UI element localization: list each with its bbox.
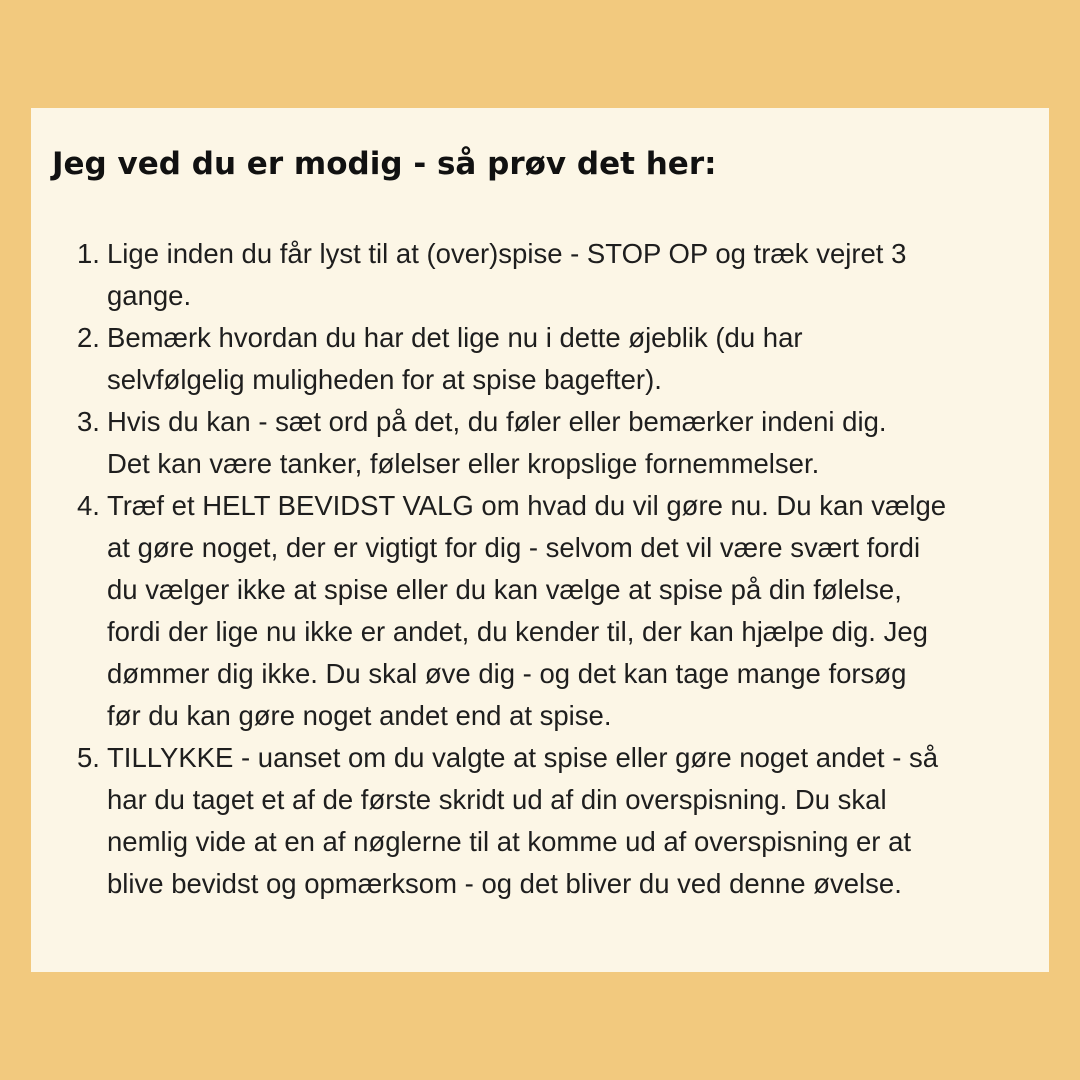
step-number: 1.: [77, 238, 100, 269]
step-text-line: Det kan være tanker, følelser eller kropslige fornemmelser.: [107, 448, 820, 479]
steps-list: [31, 233, 1027, 905]
step-text-line: fordi der lige nu ikke er andet, du kender til, der kan hjælpe dig. Jeg: [107, 616, 928, 647]
step-text-line: før du kan gøre noget andet end at spise.: [107, 700, 612, 731]
step-text-line: Bemærk hvordan du har det lige nu i dette øjeblik (du har: [107, 322, 803, 353]
step-text-line: gange.: [107, 280, 192, 311]
step-number: 3.: [77, 406, 100, 437]
step-text-line: nemlig vide at en af nøglerne til at komme ud af overspisning er at: [107, 826, 912, 857]
step-item-5: [31, 737, 1027, 905]
step-text-line: TILLYKKE - uanset om du valgte at spise eller gøre noget andet - så: [107, 742, 939, 773]
step-text-line: har du taget et af de første skridt ud af din overspisning. Du skal: [107, 784, 887, 815]
content-card: [31, 108, 1049, 972]
step-text-line: selvfølgelig muligheden for at spise bagefter).: [107, 364, 662, 395]
step-text-line: at gøre noget, der er vigtigt for dig - selvom det vil være svært fordi: [107, 532, 921, 563]
step-text-line: Hvis du kan - sæt ord på det, du føler eller bemærker indeni dig.: [107, 406, 887, 437]
step-number: 5.: [77, 742, 100, 773]
step-text-line: blive bevidst og opmærksom - og det bliver du ved denne øvelse.: [107, 868, 902, 899]
step-text-line: Lige inden du får lyst til at (over)spise - STOP OP og træk vejret 3: [107, 238, 907, 269]
step-text-line: Træf et HELT BEVIDST VALG om hvad du vil gøre nu. Du kan vælge: [107, 490, 947, 521]
step-item-2: [31, 317, 1027, 401]
step-item-4: [31, 485, 1027, 737]
page-title: Jeg ved du er modig - så prøv det her:: [52, 146, 717, 182]
step-number: 2.: [77, 322, 100, 353]
step-text-line: dømmer dig ikke. Du skal øve dig - og det kan tage mange forsøg: [107, 658, 907, 689]
step-item-3: [31, 401, 1027, 485]
step-number: 4.: [77, 490, 100, 521]
step-text-line: du vælger ikke at spise eller du kan vælge at spise på din følelse,: [107, 574, 902, 605]
step-item-1: [31, 233, 1027, 317]
